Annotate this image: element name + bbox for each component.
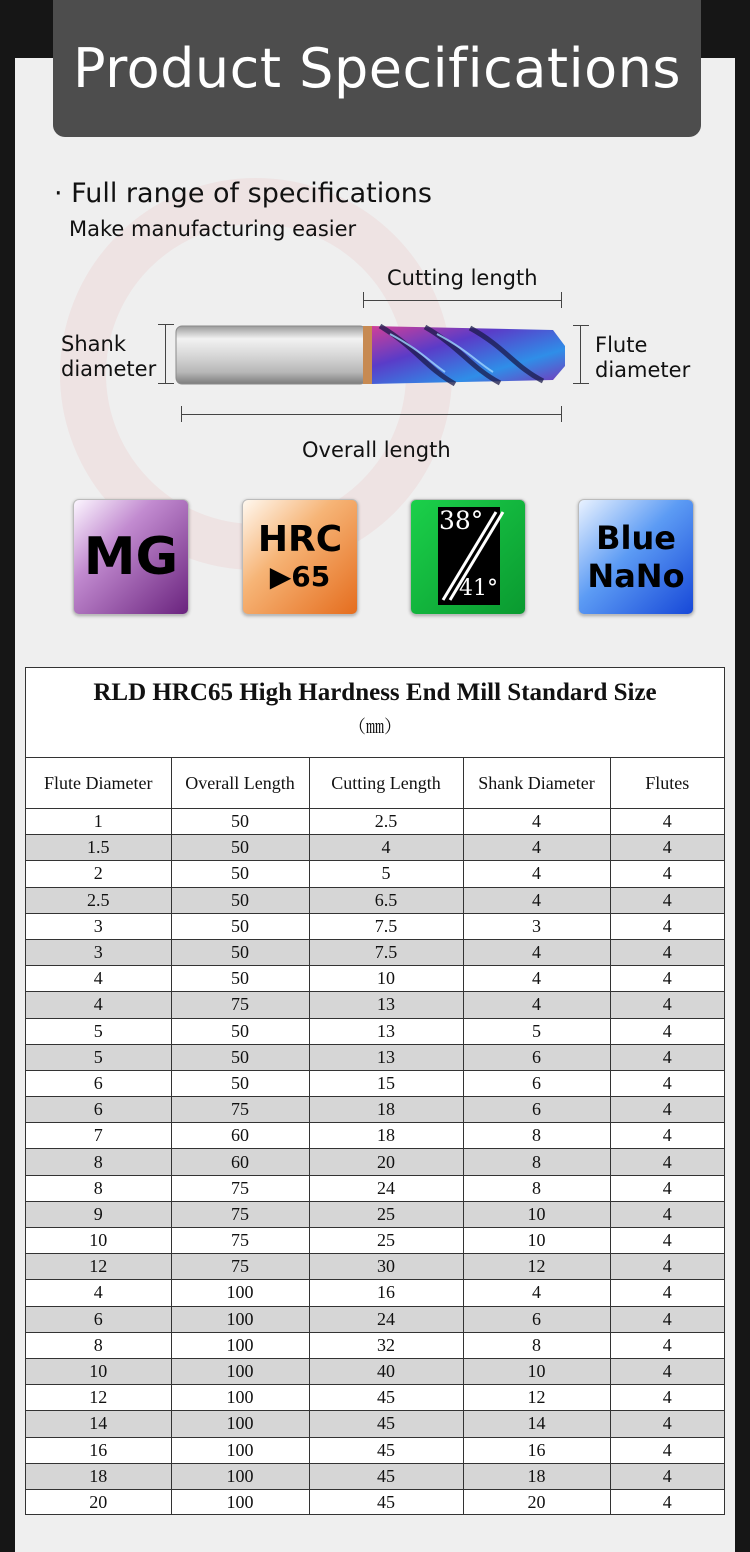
cell-flutes: 4: [610, 1097, 724, 1123]
table-row: [26, 1228, 724, 1254]
cell-flute-diameter: 3: [26, 939, 171, 965]
cell-overall-length: 50: [171, 887, 309, 913]
cell-shank-diameter: 6: [463, 1070, 610, 1096]
cell-flute-diameter: 4: [26, 966, 171, 992]
cell-overall-length: 100: [171, 1385, 309, 1411]
cell-shank-diameter: 12: [463, 1385, 610, 1411]
end-mill-illustration: [175, 322, 567, 388]
cell-shank-diameter: 4: [463, 835, 610, 861]
cell-shank-diameter: 3: [463, 913, 610, 939]
table-row: [26, 1044, 724, 1070]
cell-overall-length: 100: [171, 1332, 309, 1358]
cell-flute-diameter: 6: [26, 1306, 171, 1332]
cell-cutting-length: 25: [309, 1201, 463, 1227]
cell-cutting-length: 2.5: [309, 809, 463, 835]
cell-overall-length: 100: [171, 1280, 309, 1306]
cell-flute-diameter: 8: [26, 1149, 171, 1175]
cell-flutes: 4: [610, 1228, 724, 1254]
cell-shank-diameter: 8: [463, 1149, 610, 1175]
overall-tick-right: [561, 406, 562, 422]
header-banner: [53, 0, 701, 137]
cell-cutting-length: 16: [309, 1280, 463, 1306]
cell-flute-diameter: 7: [26, 1123, 171, 1149]
cutting-length-label: Cutting length: [387, 266, 538, 290]
cell-flute-diameter: 2: [26, 861, 171, 887]
col-header-overall-length: Overall Length: [171, 758, 309, 809]
blue-nano-badge: [578, 499, 694, 615]
cell-flute-diameter: 10: [26, 1228, 171, 1254]
cell-overall-length: 60: [171, 1123, 309, 1149]
flute-label-line1: Flute: [595, 333, 648, 357]
cell-flute-diameter: 4: [26, 1280, 171, 1306]
cell-overall-length: 75: [171, 1175, 309, 1201]
cell-overall-length: 50: [171, 1044, 309, 1070]
cell-flute-diameter: 16: [26, 1437, 171, 1463]
cell-overall-length: 60: [171, 1149, 309, 1175]
cell-overall-length: 100: [171, 1306, 309, 1332]
cell-flute-diameter: 1: [26, 809, 171, 835]
cell-overall-length: 100: [171, 1358, 309, 1384]
intro-subline: Make manufacturing easier: [69, 217, 357, 241]
cell-flutes: 4: [610, 1437, 724, 1463]
cell-flutes: 4: [610, 1175, 724, 1201]
helix-angle-badge: [410, 499, 526, 615]
table-row: [26, 1411, 724, 1437]
cell-cutting-length: 45: [309, 1385, 463, 1411]
cell-cutting-length: 4: [309, 835, 463, 861]
flute-diameter-line: [580, 325, 581, 384]
cell-flute-diameter: 12: [26, 1254, 171, 1280]
cell-overall-length: 100: [171, 1411, 309, 1437]
cell-shank-diameter: 6: [463, 1306, 610, 1332]
cell-flute-diameter: 18: [26, 1463, 171, 1489]
cell-flutes: 4: [610, 1463, 724, 1489]
shank-diameter-label: [61, 332, 156, 382]
table-body: [26, 809, 724, 1516]
cell-flutes: 4: [610, 1018, 724, 1044]
cell-cutting-length: 13: [309, 1018, 463, 1044]
intro-headline-text: Full range of specifications: [71, 178, 432, 209]
cell-cutting-length: 18: [309, 1097, 463, 1123]
table-row: [26, 992, 724, 1018]
cell-cutting-length: 24: [309, 1306, 463, 1332]
cutting-length-tick-right: [561, 292, 562, 308]
cell-shank-diameter: 10: [463, 1358, 610, 1384]
cell-overall-length: 75: [171, 1254, 309, 1280]
cell-shank-diameter: 4: [463, 809, 610, 835]
cell-flutes: 4: [610, 939, 724, 965]
cell-cutting-length: 5: [309, 861, 463, 887]
cell-shank-diameter: 10: [463, 1201, 610, 1227]
cell-flutes: 4: [610, 1358, 724, 1384]
cell-flute-diameter: 5: [26, 1018, 171, 1044]
cell-flute-diameter: 6: [26, 1070, 171, 1096]
table-row: [26, 1306, 724, 1332]
cell-flute-diameter: 4: [26, 992, 171, 1018]
cell-flutes: 4: [610, 1070, 724, 1096]
page-title: Product Specifications: [72, 37, 682, 100]
cell-flute-diameter: 2.5: [26, 887, 171, 913]
table-header-row: [26, 758, 724, 809]
cell-flute-diameter: 1.5: [26, 835, 171, 861]
mg-badge-text: MG: [83, 527, 179, 587]
cell-flute-diameter: 6: [26, 1097, 171, 1123]
cell-flutes: 4: [610, 913, 724, 939]
cell-overall-length: 50: [171, 939, 309, 965]
hrc-badge-top: HRC: [257, 519, 343, 560]
cell-cutting-length: 7.5: [309, 939, 463, 965]
cell-flutes: 4: [610, 1149, 724, 1175]
cell-cutting-length: 13: [309, 992, 463, 1018]
cell-flutes: 4: [610, 1385, 724, 1411]
intro-headline: · Full range of specifications: [54, 178, 432, 209]
cell-flutes: 4: [610, 809, 724, 835]
table-row: [26, 1201, 724, 1227]
cell-overall-length: 50: [171, 1070, 309, 1096]
cell-shank-diameter: 4: [463, 861, 610, 887]
col-header-cutting-length: Cutting Length: [309, 758, 463, 809]
cell-flute-diameter: 8: [26, 1332, 171, 1358]
flute-tick-top: [573, 325, 589, 326]
table-row: [26, 1149, 724, 1175]
table-title-block: [26, 668, 724, 758]
cell-overall-length: 50: [171, 913, 309, 939]
table-row: [26, 1070, 724, 1096]
flute-tick-bottom: [573, 383, 589, 384]
cell-flute-diameter: 3: [26, 913, 171, 939]
cell-cutting-length: 24: [309, 1175, 463, 1201]
cell-flutes: 4: [610, 861, 724, 887]
cell-flutes: 4: [610, 1332, 724, 1358]
col-header-shank-diameter: Shank Diameter: [463, 758, 610, 809]
cell-overall-length: 75: [171, 992, 309, 1018]
cell-flute-diameter: 12: [26, 1385, 171, 1411]
cell-flute-diameter: 5: [26, 1044, 171, 1070]
cell-shank-diameter: 20: [463, 1489, 610, 1515]
cell-overall-length: 100: [171, 1437, 309, 1463]
table-row: [26, 1123, 724, 1149]
spec-table: [26, 758, 724, 1515]
cell-flutes: 4: [610, 835, 724, 861]
table-row: [26, 913, 724, 939]
cell-flutes: 4: [610, 887, 724, 913]
blue-badge-top: Blue: [596, 519, 676, 557]
cell-cutting-length: 7.5: [309, 913, 463, 939]
table-row: [26, 1385, 724, 1411]
cell-flutes: 4: [610, 1411, 724, 1437]
cell-overall-length: 50: [171, 861, 309, 887]
cell-overall-length: 50: [171, 835, 309, 861]
table-row: [26, 966, 724, 992]
shank-tick-bottom: [158, 383, 174, 384]
cutting-length-tick-left: [363, 292, 364, 308]
cell-shank-diameter: 18: [463, 1463, 610, 1489]
cell-shank-diameter: 4: [463, 992, 610, 1018]
cell-flutes: 4: [610, 1489, 724, 1515]
table-row: [26, 809, 724, 835]
cell-flute-diameter: 10: [26, 1358, 171, 1384]
blue-badge-bottom: NaNo: [587, 557, 685, 595]
overall-tick-left: [181, 406, 182, 422]
flute-label-line2: diameter: [595, 358, 691, 382]
cell-flutes: 4: [610, 1306, 724, 1332]
table-row: [26, 1489, 724, 1515]
table-row: [26, 1437, 724, 1463]
table-row: [26, 1358, 724, 1384]
shank-label-line1: Shank: [61, 332, 126, 356]
table-row: [26, 1097, 724, 1123]
table-row: [26, 1175, 724, 1201]
cell-cutting-length: 45: [309, 1411, 463, 1437]
cell-shank-diameter: 6: [463, 1044, 610, 1070]
cell-cutting-length: 13: [309, 1044, 463, 1070]
table-row: [26, 835, 724, 861]
cell-overall-length: 75: [171, 1097, 309, 1123]
cell-shank-diameter: 4: [463, 887, 610, 913]
cell-cutting-length: 40: [309, 1358, 463, 1384]
cell-flutes: 4: [610, 992, 724, 1018]
cell-shank-diameter: 5: [463, 1018, 610, 1044]
cell-flutes: 4: [610, 1044, 724, 1070]
table-row: [26, 939, 724, 965]
spec-table-container: [25, 667, 725, 1515]
overall-length-label: Overall length: [302, 438, 451, 462]
table-row: [26, 1463, 724, 1489]
table-row: [26, 1018, 724, 1044]
flute-diameter-label: [595, 333, 690, 383]
cell-overall-length: 50: [171, 966, 309, 992]
cell-flute-diameter: 20: [26, 1489, 171, 1515]
cell-cutting-length: 45: [309, 1437, 463, 1463]
cell-cutting-length: 30: [309, 1254, 463, 1280]
cell-cutting-length: 45: [309, 1463, 463, 1489]
cell-overall-length: 50: [171, 1018, 309, 1044]
angle-bottom-label: 41°: [459, 576, 498, 601]
shank-label-line2: diameter: [61, 357, 157, 381]
cell-cutting-length: 32: [309, 1332, 463, 1358]
cell-shank-diameter: 6: [463, 1097, 610, 1123]
cell-cutting-length: 25: [309, 1228, 463, 1254]
cell-flutes: 4: [610, 1280, 724, 1306]
col-header-flute-diameter: Flute Diameter: [26, 758, 171, 809]
angle-top-label: 38°: [439, 506, 484, 535]
table-row: [26, 1332, 724, 1358]
cell-shank-diameter: 8: [463, 1175, 610, 1201]
cell-cutting-length: 10: [309, 966, 463, 992]
cell-shank-diameter: 8: [463, 1332, 610, 1358]
cell-overall-length: 100: [171, 1489, 309, 1515]
cell-flutes: 4: [610, 966, 724, 992]
mg-badge: [73, 499, 189, 615]
hrc65-badge: [242, 499, 358, 615]
table-row: [26, 861, 724, 887]
cell-overall-length: 100: [171, 1463, 309, 1489]
cell-cutting-length: 15: [309, 1070, 463, 1096]
cell-cutting-length: 18: [309, 1123, 463, 1149]
shank-tick-top: [158, 324, 174, 325]
cell-shank-diameter: 10: [463, 1228, 610, 1254]
cell-cutting-length: 6.5: [309, 887, 463, 913]
cell-flute-diameter: 8: [26, 1175, 171, 1201]
col-header-flutes: Flutes: [610, 758, 724, 809]
cell-shank-diameter: 16: [463, 1437, 610, 1463]
cell-shank-diameter: 8: [463, 1123, 610, 1149]
cell-shank-diameter: 14: [463, 1411, 610, 1437]
table-row: [26, 1280, 724, 1306]
cell-flutes: 4: [610, 1254, 724, 1280]
shank-diameter-line: [165, 324, 166, 384]
overall-length-line: [181, 414, 562, 415]
hrc-badge-bottom: ▶65: [269, 560, 331, 593]
cell-cutting-length: 45: [309, 1489, 463, 1515]
cell-flutes: 4: [610, 1201, 724, 1227]
table-row: [26, 887, 724, 913]
cell-overall-length: 75: [171, 1228, 309, 1254]
cell-flute-diameter: 14: [26, 1411, 171, 1437]
cutting-length-line: [363, 300, 562, 301]
cell-overall-length: 75: [171, 1201, 309, 1227]
cell-overall-length: 50: [171, 809, 309, 835]
table-unit: （㎜）: [348, 717, 402, 737]
cell-shank-diameter: 4: [463, 939, 610, 965]
table-title: RLD HRC65 High Hardness End Mill Standard Size: [93, 679, 657, 706]
cell-flutes: 4: [610, 1123, 724, 1149]
cell-cutting-length: 20: [309, 1149, 463, 1175]
table-row: [26, 1254, 724, 1280]
cell-flute-diameter: 9: [26, 1201, 171, 1227]
cell-shank-diameter: 12: [463, 1254, 610, 1280]
cell-shank-diameter: 4: [463, 1280, 610, 1306]
cell-shank-diameter: 4: [463, 966, 610, 992]
